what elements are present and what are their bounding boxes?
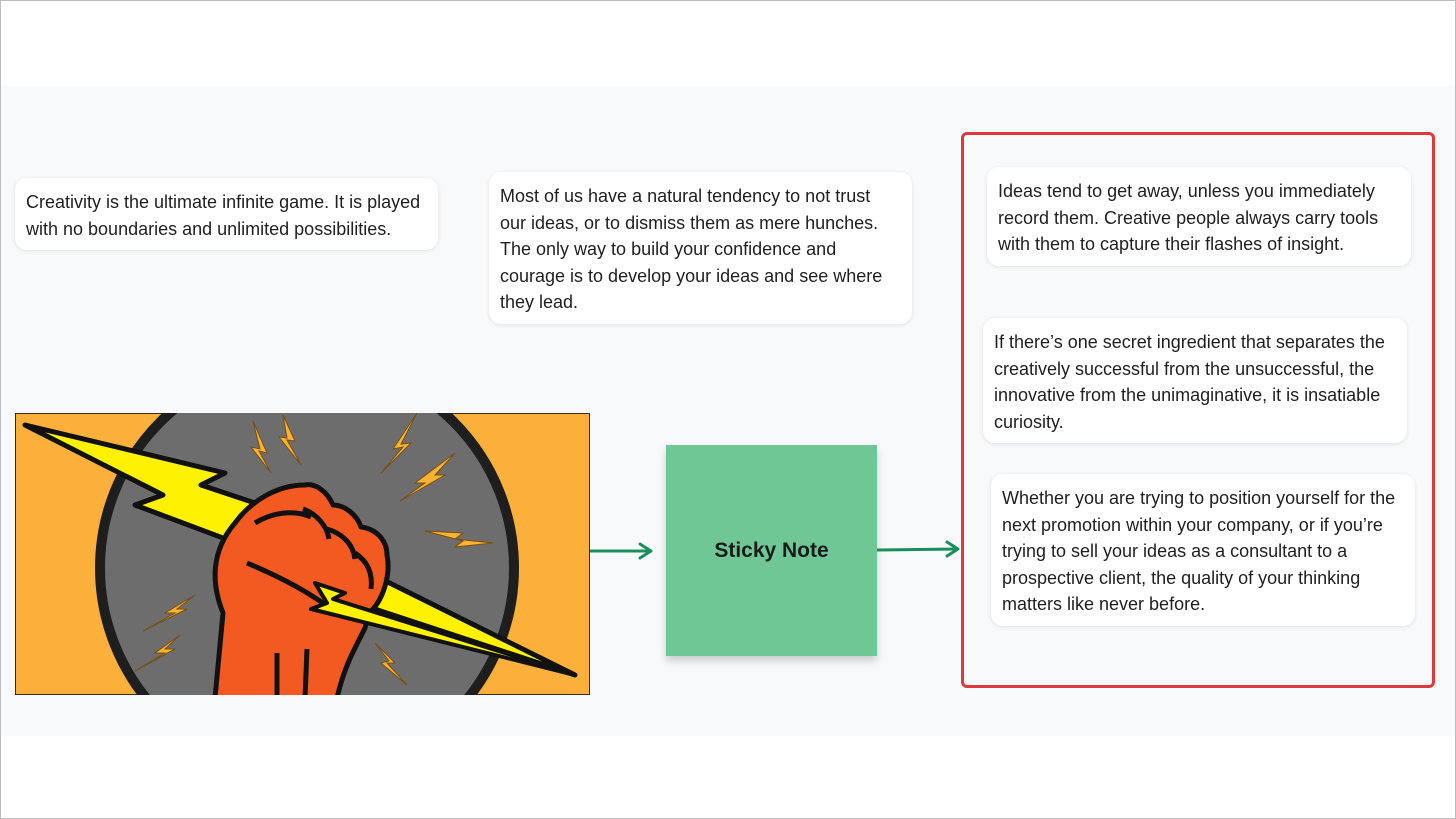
text-card-creativity-text: Creativity is the ultimate infinite game. It is played with no boundaries and unlimited possibilities. (26, 192, 421, 239)
text-card-creativity[interactable] (15, 178, 438, 250)
connector-arrow-sticky-to-frame[interactable] (877, 538, 963, 560)
connector-arrow-illustration-to-sticky[interactable] (590, 540, 656, 562)
sticky-note-label: Sticky Note (714, 538, 829, 562)
text-card-thinking-quality-text: Whether you are trying to position yourself for the next promotion within your company, or if you’re trying to sell your ideas as a consultant to a prospective client, the quality of your thinking matters like never before. (1002, 488, 1396, 614)
text-card-thinking-quality[interactable] (991, 474, 1415, 626)
text-card-record-ideas[interactable] (987, 167, 1411, 266)
fist-lightning-icon[interactable] (15, 413, 590, 695)
text-card-trust-ideas[interactable] (489, 172, 912, 324)
text-card-curiosity[interactable] (983, 318, 1407, 443)
sticky-note[interactable] (666, 445, 877, 656)
text-card-trust-ideas-text: Most of us have a natural tendency to not trust our ideas, or to dismiss them as mere hunches. The only way to build your confidence and courage is to develop your ideas and see where they lead. (500, 186, 883, 312)
text-card-curiosity-text: If there’s one secret ingredient that separates the creatively successful from the unsuccessful, the innovative from the unimaginative, it is insatiable curiosity. (994, 332, 1385, 432)
text-card-record-ideas-text: Ideas tend to get away, unless you immediately record them. Creative people always carry tools with them to capture their flashes of insight. (998, 181, 1379, 254)
